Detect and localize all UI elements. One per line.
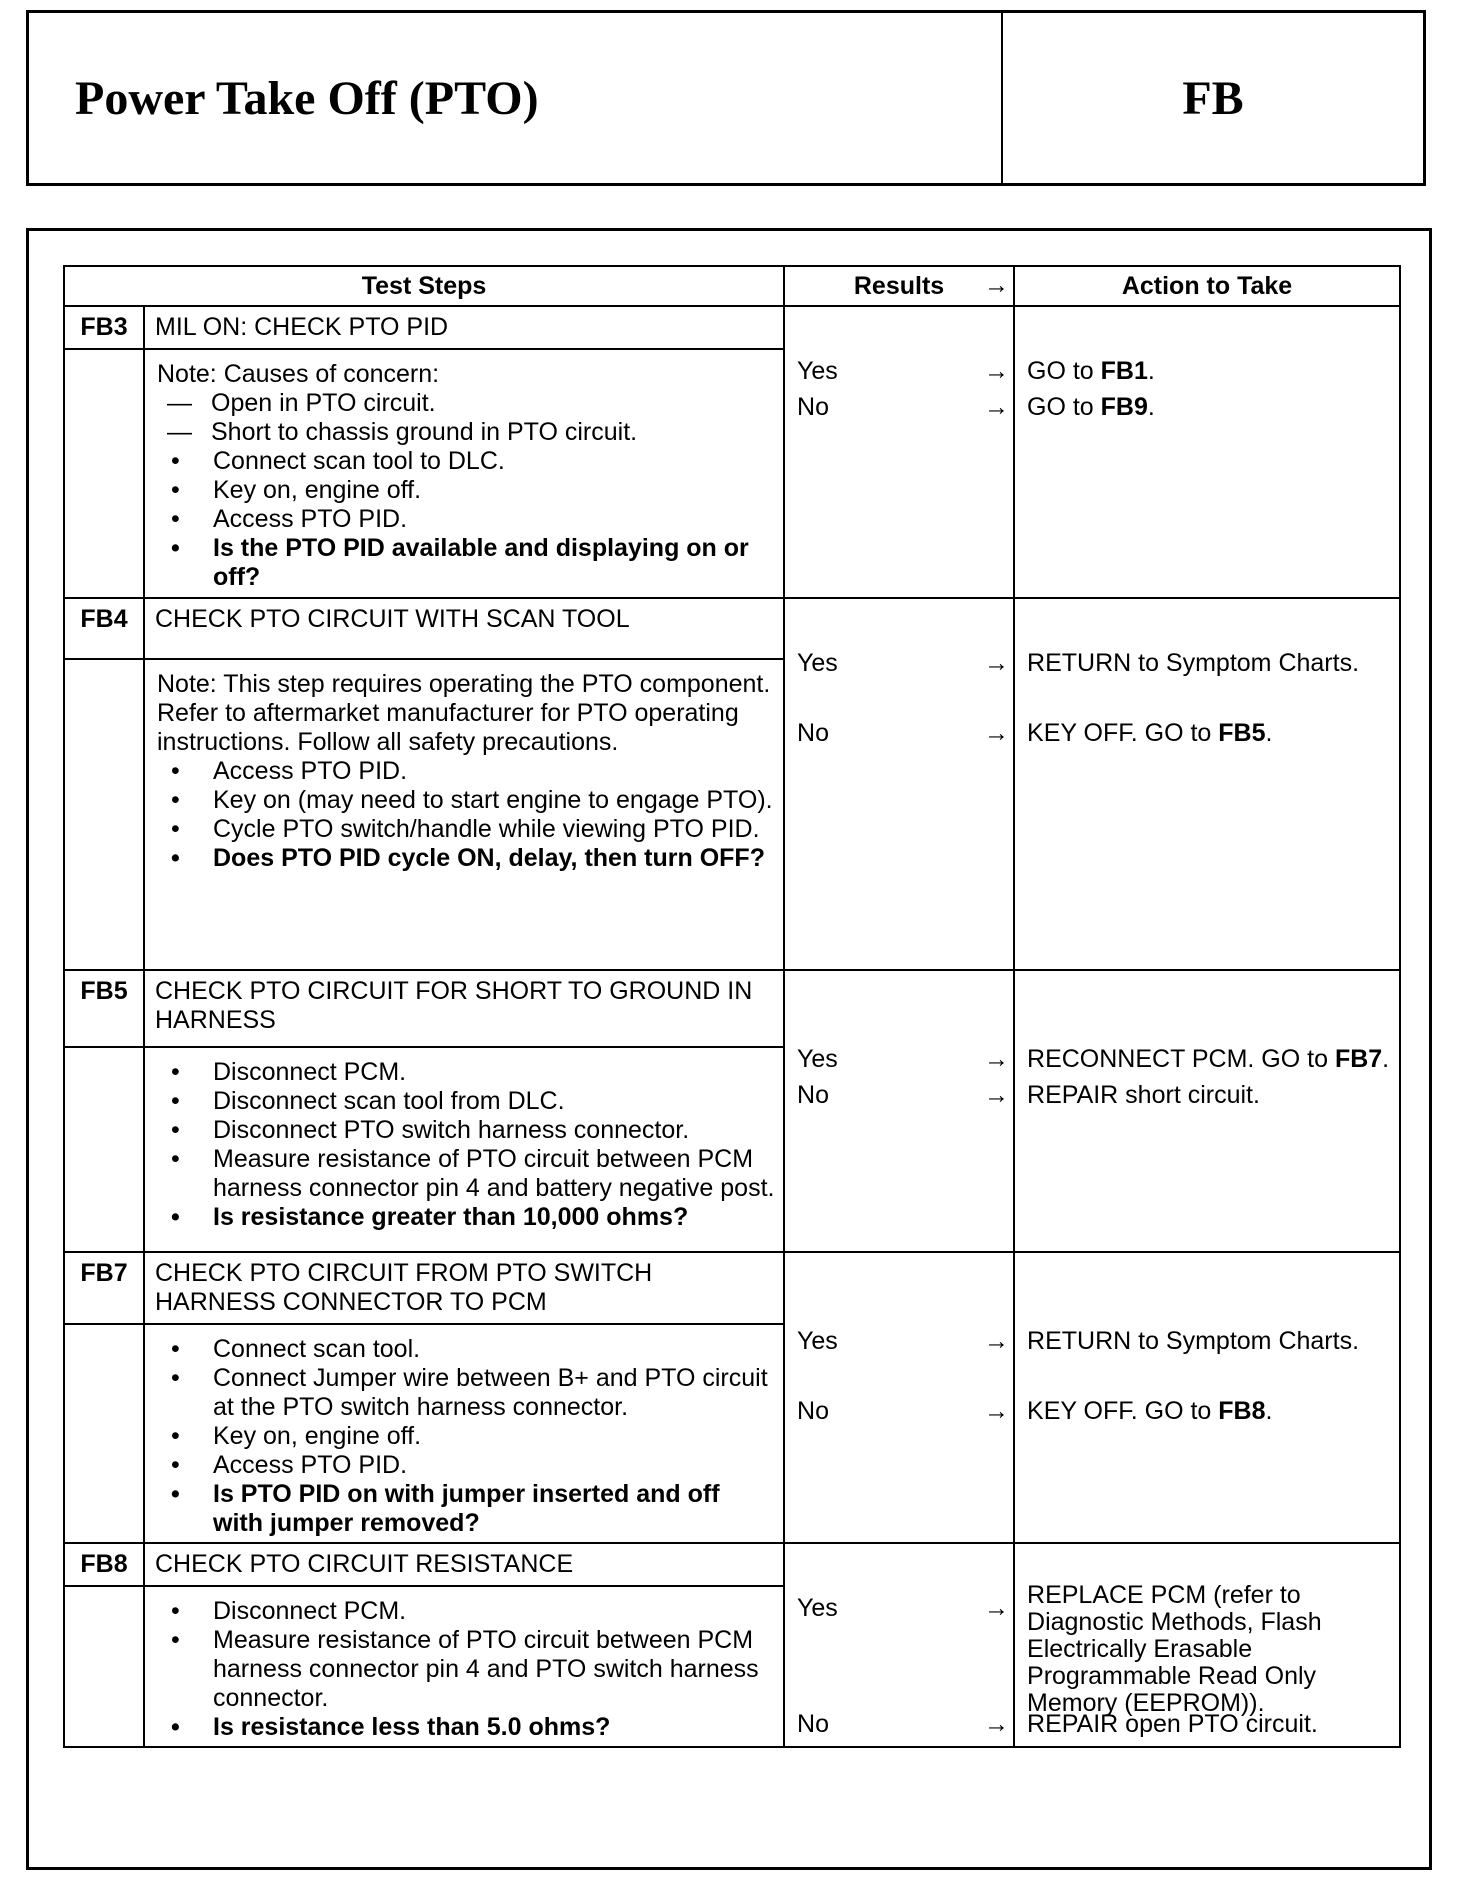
dash-text: Short to chassis ground in PTO circuit. [211,418,638,447]
result-yes [797,1594,1009,1623]
result-label: Yes [797,1327,838,1355]
question-text: Is PTO PID on with jumper inserted and off with jumper removed? [213,1480,720,1537]
bullet-item: • Access PTO PID. [171,505,408,534]
action-yes [1027,1045,1393,1074]
question-item: • Is PTO PID on with jumper inserted and off with jumper removed? [157,1480,775,1538]
action-text: RETURN to Symptom Charts. [1027,649,1360,677]
question-text: Is resistance less than 5.0 ohms? [213,1713,611,1741]
step-title-row [64,970,1400,1047]
arrow-icon: → [984,357,1010,385]
step-body [144,349,784,598]
bullet-text: Key on, engine off. [213,1422,422,1450]
result-label: No [797,1081,829,1109]
action-yes [1027,1327,1393,1356]
action-cell [1014,1252,1400,1543]
action-no [1027,393,1393,422]
result-yes [797,1045,1009,1074]
action-cell [1014,1543,1400,1747]
action-yes [1027,649,1393,678]
action-yes [1027,1582,1393,1717]
step-title: CHECK PTO CIRCUIT FOR SHORT TO GROUND IN HARNESS [144,970,784,1047]
bullet-text: Measure resistance of PTO circuit between PCM harness connector pin 4 and PTO switch harness connector. [213,1626,759,1712]
action-no [1027,719,1393,748]
step-id-spacer [64,1586,144,1747]
results-cell [784,1252,1014,1543]
bullet-text: Cycle PTO switch/handle while viewing PTO PID. [213,815,760,844]
table-header-row [64,266,1400,306]
bullet-item: • Access PTO PID. [171,1451,408,1479]
bullet-text: Connect scan tool. [213,1335,421,1363]
step-id-spacer [64,1324,144,1543]
step-note: Note: Causes of concern: [157,360,440,389]
action-text: REPAIR short circuit. [1027,1081,1260,1109]
result-yes [797,649,1009,678]
result-label: Yes [797,357,838,385]
bullet-item: • Key on, engine off. [171,476,422,505]
bullet-item: • Disconnect PTO switch harness connector. [171,1116,690,1145]
action-suffix: . [1147,357,1155,385]
result-label: Yes [797,1594,838,1622]
header-results [784,266,1014,306]
question-item: • Does PTO PID cycle ON, delay, then turn OFF? [171,844,765,873]
bullet-item: • Connect Jumper wire between B+ and PTO circuit at the PTO switch harness connector. [157,1364,775,1422]
bullet-text: Access PTO PID. [213,505,408,534]
section-code: FB [1182,71,1244,125]
result-label: No [797,719,829,747]
question-item: • Is resistance less than 5.0 ohms? [171,1713,611,1741]
results-cell [784,970,1014,1252]
test-steps-table [63,265,1401,1748]
action-text: KEY OFF. GO to [1027,1397,1219,1425]
question-text: Does PTO PID cycle ON, delay, then turn OFF? [213,844,765,873]
question-item: • Is resistance greater than 10,000 ohms? [171,1203,689,1232]
action-suffix: . [1265,719,1273,747]
action-suffix: . [1382,1045,1390,1073]
question-text: Is resistance greater than 10,000 ohms? [213,1203,689,1232]
dash-text: Open in PTO circuit. [211,389,436,418]
step-title-row [64,1543,1400,1586]
step-body [144,1586,784,1747]
results-cell [784,1543,1014,1747]
result-label: Yes [797,1045,838,1073]
arrow-icon: → [984,393,1010,421]
action-step-ref: FB1 [1100,357,1148,385]
step-title-row [64,1252,1400,1324]
step-id: FB7 [64,1252,144,1324]
result-yes [797,1327,1009,1356]
bullet-item: • Key on, engine off. [171,1422,422,1450]
action-text: REPLACE PCM (refer to Diagnostic Methods, Flash Electrically Erasable Programmable Read Only Memory (EEPROM)). [1027,1581,1322,1717]
action-step-ref: FB9 [1100,393,1148,421]
arrow-icon: → [984,1327,1010,1355]
bullet-text: Disconnect scan tool from DLC. [213,1087,565,1116]
arrow-icon: → [984,1045,1010,1073]
arrow-icon: → [984,1081,1010,1109]
action-text: GO to [1027,357,1101,385]
action-no [1027,1397,1393,1426]
bullet-item: • Measure resistance of PTO circuit between PCM harness connector pin 4 and PTO switch harness connector. [157,1626,775,1713]
action-no [1027,1710,1393,1739]
action-text: KEY OFF. GO to [1027,719,1219,747]
action-cell [1014,598,1400,970]
result-no [797,393,1009,422]
question-text: Is the PTO PID available and displaying on or off? [213,534,749,592]
action-step-ref: FB8 [1218,1397,1266,1425]
arrow-icon: → [984,649,1010,677]
action-text: GO to [1027,393,1101,421]
results-cell [784,598,1014,970]
result-no [797,1081,1009,1110]
step-title-row [64,598,1400,659]
action-text: RETURN to Symptom Charts. [1027,1327,1360,1355]
step-id: FB5 [64,970,144,1047]
action-yes [1027,357,1393,386]
action-text: REPAIR open PTO circuit. [1027,1710,1318,1738]
arrow-icon: → [984,1710,1010,1738]
step-title: CHECK PTO CIRCUIT WITH SCAN TOOL [144,598,784,659]
action-step-ref: FB7 [1334,1045,1383,1073]
step-title: MIL ON: CHECK PTO PID [144,306,784,349]
result-no [797,1710,1009,1739]
result-label: No [797,393,829,421]
bullet-item: • Key on (may need to start engine to engage PTO). [171,786,773,815]
arrow-icon: → [984,1397,1010,1425]
step-body [144,1324,784,1543]
step-id: FB3 [64,306,144,349]
bullet-text: Access PTO PID. [213,757,408,786]
step-body [144,1047,784,1252]
action-cell [1014,970,1400,1252]
action-cell [1014,306,1400,598]
step-id-spacer [64,349,144,598]
question-item: • Is the PTO PID available and displaying on or off? [157,534,775,592]
diagnostic-frame [26,228,1432,1870]
result-label: No [797,1397,829,1425]
dash-item: — Short to chassis ground in PTO circuit. [167,418,638,447]
bullet-text: Connect Jumper wire between B+ and PTO circuit at the PTO switch harness connector. [213,1364,768,1421]
bullet-text: Key on (may need to start engine to engage PTO). [213,786,773,815]
bullet-item: • Connect scan tool to DLC. [171,447,505,476]
step-title: CHECK PTO CIRCUIT FROM PTO SWITCH HARNESS CONNECTOR TO PCM [144,1252,784,1324]
bullet-text: Measure resistance of PTO circuit between PCM harness connector pin 4 and battery negative post. [213,1145,775,1203]
step-title-row [64,306,1400,349]
step-id-spacer [64,659,144,970]
arrow-icon: → [984,1594,1010,1622]
step-id: FB8 [64,1543,144,1586]
results-cell [784,306,1014,598]
arrow-icon: → [984,719,1010,747]
step-title: CHECK PTO CIRCUIT RESISTANCE [144,1543,784,1586]
result-no [797,719,1009,748]
bullet-item: • Disconnect PCM. [171,1058,407,1087]
arrow-icon: → [984,271,1010,299]
step-note: Note: This step requires operating the PTO component. Refer to aftermarket manufacturer for PTO operating instructions. Follow all safety precautions. [157,670,771,757]
header-test-steps: Test Steps [64,266,784,306]
header-results-label: Results [853,271,945,300]
action-no [1027,1081,1393,1110]
header-action: Action to Take [1014,266,1400,306]
dash-item: — Open in PTO circuit. [167,389,436,418]
bullet-item: • Cycle PTO switch/handle while viewing PTO PID. [171,815,760,844]
bullet-item: • Disconnect scan tool from DLC. [171,1087,565,1116]
bullet-item: • Access PTO PID. [171,757,408,786]
result-label: Yes [797,649,838,677]
step-body [144,659,784,970]
result-no [797,1397,1009,1426]
bullet-text: Key on, engine off. [213,476,422,505]
result-yes [797,357,1009,386]
action-step-ref: FB5 [1218,719,1266,747]
bullet-text: Access PTO PID. [213,1451,408,1479]
bullet-item: • Connect scan tool. [171,1335,421,1363]
action-suffix: . [1265,1397,1273,1425]
bullet-text: Disconnect PCM. [213,1597,407,1625]
page-header [26,10,1426,186]
bullet-item: • Measure resistance of PTO circuit between PCM harness connector pin 4 and battery negative post. [171,1145,775,1203]
bullet-text: Connect scan tool to DLC. [213,447,505,476]
action-text: RECONNECT PCM. GO to [1027,1045,1335,1073]
bullet-item: • Disconnect PCM. [171,1597,407,1625]
step-id-spacer [64,1047,144,1252]
page-title: Power Take Off (PTO) [29,13,1003,183]
step-id: FB4 [64,598,144,659]
bullet-text: Disconnect PTO switch harness connector. [213,1116,690,1145]
bullet-text: Disconnect PCM. [213,1058,407,1087]
action-suffix: . [1147,393,1155,421]
result-label: No [797,1710,829,1738]
